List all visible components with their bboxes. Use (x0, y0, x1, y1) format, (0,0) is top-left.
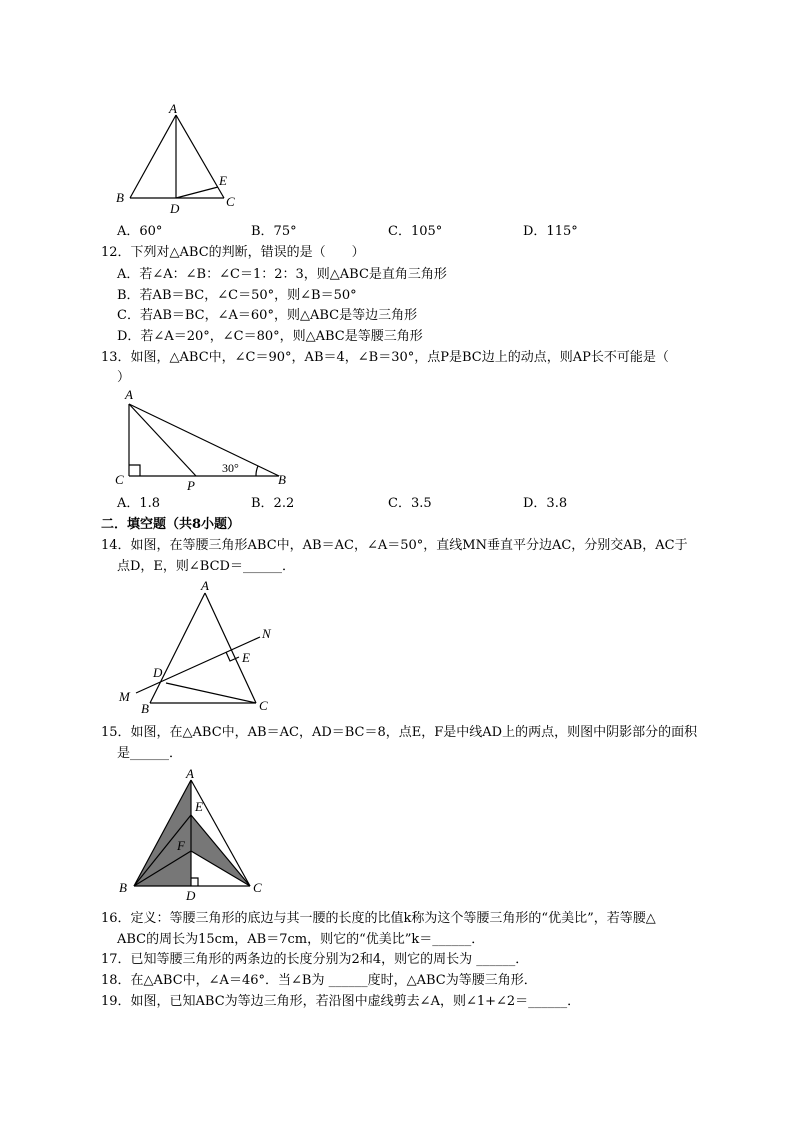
label-m: M (119, 689, 130, 704)
q14-line1: 14．如图，在等腰三角形ABC中，AB＝AC，∠A＝50°，直线MN垂直平分边AC，分别交AB，AC于 (101, 538, 688, 553)
figure-q13-right-triangle (110, 385, 295, 495)
q13-stem-line1: 13．如图，△ABC中，∠C＝90°，AB＝4，∠B＝30°，点P是BC边上的动点，则AP长不可能是（ (101, 350, 669, 365)
label-e: E (195, 799, 203, 814)
q14-line2: 点D，E，则∠BCD＝______． (117, 559, 295, 574)
label-b: B (119, 880, 127, 895)
q12-option-a: A．若∠A：∠B：∠C＝1：2：3，则△ABC是直角三角形 (117, 267, 447, 282)
label-a: A (169, 101, 177, 116)
q13-option-b: B．2.2 (251, 496, 295, 511)
label-b: B (141, 701, 149, 716)
label-e: E (242, 650, 250, 665)
label-a: A (201, 578, 209, 593)
q13-stem-line2: ） (117, 370, 131, 385)
q13-option-c: C．3.5 (388, 496, 432, 511)
q11-option-c: C．105° (388, 224, 443, 239)
label-c: C (115, 472, 124, 487)
label-f: F (177, 838, 185, 853)
q12-option-c: C．若AB＝BC，∠A＝60°，则△ABC是等边三角形 (117, 308, 418, 323)
label-a: A (186, 766, 194, 781)
label-e: E (219, 173, 227, 188)
q12-option-d: D．若∠A＝20°，∠C＝80°，则△ABC是等腰三角形 (117, 329, 423, 344)
label-c: C (259, 698, 268, 713)
q15-line2: 是______． (117, 746, 183, 761)
q15-line1: 15．如图，在△ABC中，AB＝AC，AD＝BC＝8，点E，F是中线AD上的两点，则图中阴影部分的面积 (101, 725, 698, 740)
q11-option-b: B．75° (251, 224, 297, 239)
q17-text: 17．已知等腰三角形的两条边的长度分别为2和4，则它的周长为 ______． (101, 952, 529, 967)
q13-option-d: D．3.8 (523, 496, 568, 511)
angle-label: 30° (222, 461, 239, 475)
label-d: D (153, 665, 163, 680)
q16-line1: 16．定义：等腰三角形的底边与其一腰的长度的比值k称为这个等腰三角形的“优美比”，若等腰△ (101, 911, 656, 926)
label-c: C (253, 880, 262, 895)
label-b: B (278, 472, 286, 487)
label-a: A (125, 387, 133, 402)
q12-stem: 12．下列对△ABC的判断，错误的是（ ） (101, 245, 365, 260)
q12-option-b: B．若AB＝BC，∠C＝50°，则∠B＝50° (117, 288, 357, 303)
q16-line2: ABC的周长为15cm，AB＝7cm，则它的“优美比”k＝______． (117, 932, 485, 947)
label-b: B (116, 190, 124, 205)
q11-option-a: A．60° (117, 224, 163, 239)
figure-q11-triangle (110, 100, 250, 215)
q19-text: 19．如图，已知ABC为等边三角形，若沿图中虚线剪去∠A，则∠1+∠2＝______． (101, 994, 581, 1009)
q11-option-d: D．115° (523, 224, 578, 239)
q18-text: 18．在△ABC中，∠A＝46°．当∠B为 ______度时，△ABC为等腰三角形． (101, 973, 537, 988)
section-title: 二．填空题（共8小题） (101, 517, 241, 532)
label-d: D (170, 201, 180, 216)
label-n: N (262, 626, 271, 641)
label-d: D (186, 888, 196, 903)
label-c: C (226, 194, 235, 209)
label-p: P (187, 478, 195, 493)
q13-option-a: A．1.8 (117, 496, 161, 511)
figure-q14-triangle (110, 575, 280, 715)
figure-q15-shaded-triangle (110, 765, 270, 903)
